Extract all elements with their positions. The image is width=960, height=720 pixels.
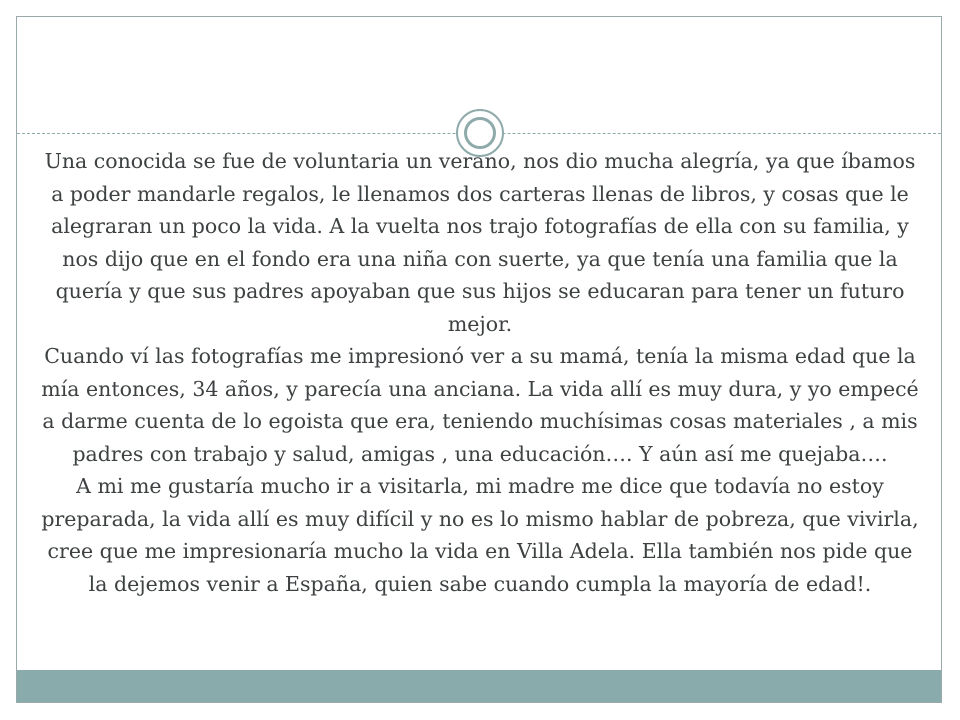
slide-body-text xyxy=(40,145,920,600)
footer-band xyxy=(17,670,941,702)
paragraph-1: Una conocida se fue de voluntaria un verano, nos dio mucha alegría, ya que íbamos a poder mandarle regalos, le llenamos dos carteras llenas de libros, y cosas que le alegraran un poco la vida. A la vuelta nos trajo fotografías de ella con su familia, y nos dijo que en el fondo era una niña con suerte, ya que tenía una familia que la quería y que sus padres apoyaban que sus hijos se educaran para tener un futuro mejor. xyxy=(44,149,916,336)
paragraph-3: A mi me gustaría mucho ir a visitarla, mi madre me dice que todavía no estoy preparada, la vida allí es muy difícil y no es lo mismo hablar de pobreza, que vivirla, cree que me impresionaría mucho la vida en Villa Adela. Ella también nos pide que la dejemos venir a España, quien sabe cuando cumpla la mayoría de edad!. xyxy=(41,474,919,596)
paragraph-2: Cuando ví las fotografías me impresionó ver a su mamá, tenía la misma edad que la mía entonces, 34 años, y parecía una anciana. La vida allí es muy dura, y yo empecé a darme cuenta de lo egoista que era, teniendo muchísimas cosas materiales , a mis padres con trabajo y salud, amigas , una educación…. Y aún así me quejaba…. xyxy=(41,344,919,466)
